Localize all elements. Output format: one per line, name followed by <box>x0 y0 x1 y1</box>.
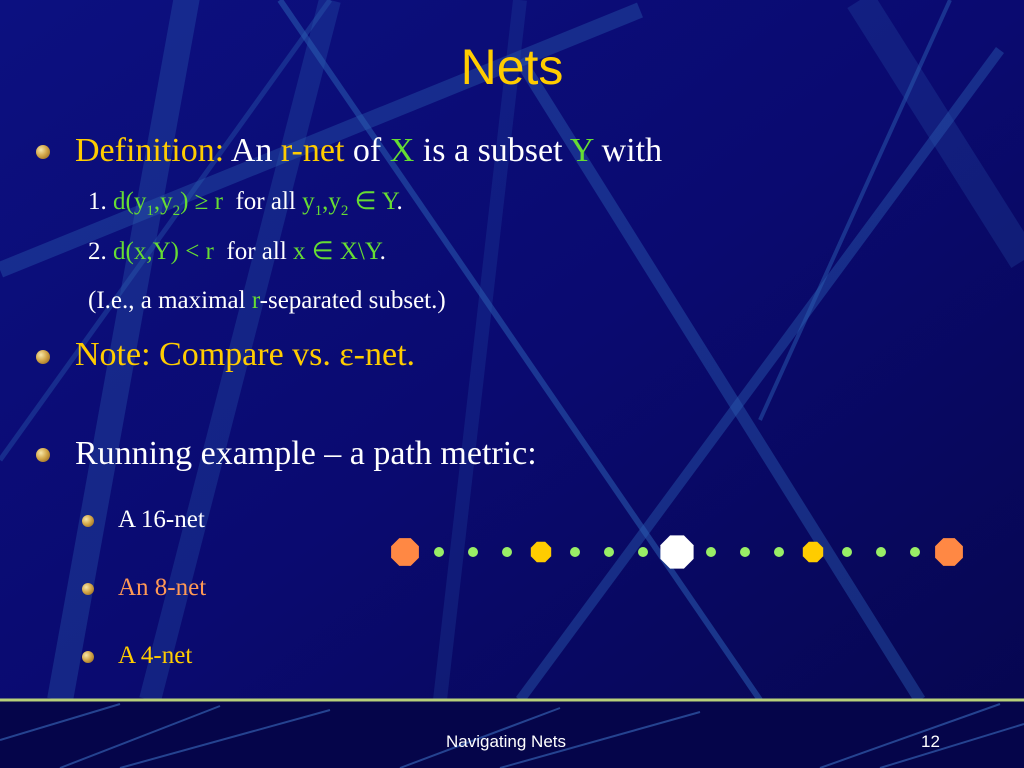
path-point-4-net <box>391 538 419 566</box>
path-point-plain <box>502 547 512 557</box>
forall-text: for all <box>226 238 287 265</box>
footer-title: Navigating Nets <box>446 732 567 751</box>
forall-text: for all <box>235 188 296 215</box>
sub-bullet-4-net: A 4-net <box>118 642 193 669</box>
ie-text: -separated subset.) <box>259 287 446 314</box>
path-point-plain <box>434 547 444 557</box>
slide-title: Nets <box>460 39 564 95</box>
set-difference: X\Y <box>339 238 380 265</box>
expr-part: ) ≥ r <box>180 188 223 215</box>
path-point-plain <box>468 547 478 557</box>
path-point-plain <box>876 547 886 557</box>
subscript: 2 <box>172 203 181 219</box>
sub-bullet-8-net: An 8-net <box>118 574 207 601</box>
distance-expression: d(x,Y) < r <box>113 238 214 265</box>
path-point-plain <box>604 547 614 557</box>
path-point-plain <box>570 547 580 557</box>
path-point-8-net <box>803 542 823 562</box>
path-point-plain <box>638 547 648 557</box>
definition-text: with <box>601 132 663 169</box>
period: . <box>396 188 403 215</box>
subscript: 1 <box>314 203 323 219</box>
sub-bullet-16-net: A 16-net <box>118 506 205 533</box>
definition-text: is a subset <box>422 132 563 169</box>
condition-number: 1. <box>88 188 107 215</box>
set-y: Y <box>569 132 594 169</box>
path-point-plain <box>706 547 716 557</box>
page-number: 12 <box>921 732 940 751</box>
subscript: 2 <box>340 203 349 219</box>
path-point-16-net <box>660 535 693 568</box>
path-point-plain <box>740 547 750 557</box>
path-point-plain <box>774 547 784 557</box>
expr-part: ,y <box>153 188 173 215</box>
note-line: Note: Compare vs. ε-net. <box>75 336 416 373</box>
definition-label: Definition: <box>75 132 225 169</box>
subscript: 1 <box>146 203 154 219</box>
definition-text: of <box>352 132 382 169</box>
expr-part: ∈ Y <box>354 188 397 215</box>
expr-part: ,y <box>322 188 341 215</box>
expr-part: y <box>302 188 315 215</box>
quantified-var: x ∈ <box>293 238 334 265</box>
running-example-line: Running example – a path metric: <box>75 435 537 472</box>
definition-text: An <box>230 132 273 169</box>
expr-part: d(y <box>113 188 147 215</box>
path-point-4-net <box>935 538 963 566</box>
r-symbol: r <box>251 287 260 314</box>
rnet-term: r-net <box>280 132 345 169</box>
period: . <box>379 238 386 265</box>
path-point-plain <box>842 547 852 557</box>
path-point-plain <box>910 547 920 557</box>
path-point-8-net <box>531 542 551 562</box>
ie-text: (I.e., a maximal <box>88 287 246 314</box>
set-x: X <box>389 132 415 169</box>
condition-number: 2. <box>88 238 107 265</box>
